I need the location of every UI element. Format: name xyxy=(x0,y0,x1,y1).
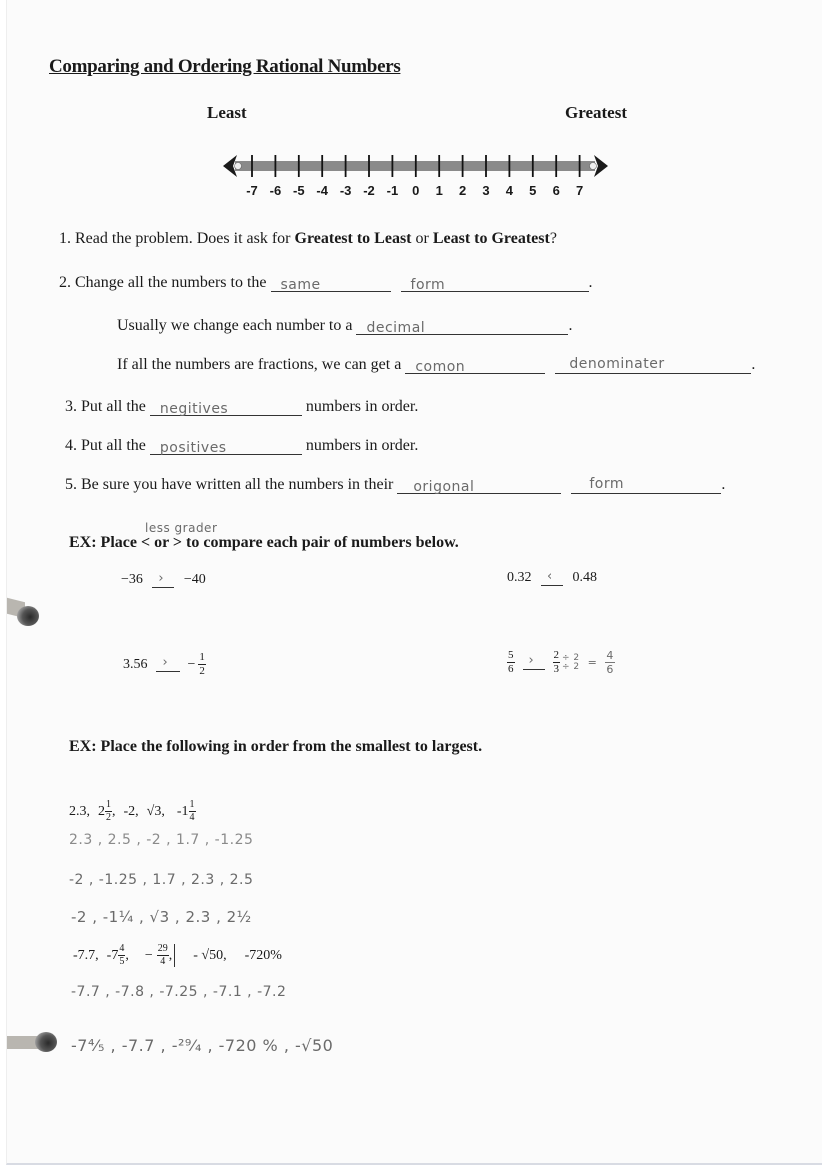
tick-label: 3 xyxy=(482,183,490,198)
tick-label: -6 xyxy=(269,183,282,198)
answer-blank[interactable] xyxy=(150,438,302,455)
step-2: 2. Change all the numbers to the same form . xyxy=(59,274,593,293)
tick-label: -3 xyxy=(339,183,352,198)
step-3: 3. Put all the negitives numbers in order. xyxy=(65,398,419,417)
fraction: $\frac{1}{2}$ xyxy=(199,651,205,677)
handwritten-answer: form xyxy=(410,277,446,293)
handwritten-answer: denominater xyxy=(569,356,665,372)
step-2-sub-2: If all the numbers are fractions, we can get a comon denominater . xyxy=(117,356,756,375)
order-heading: EX: Place the following in order from the smallest to largest. xyxy=(69,738,483,755)
step-1: 1. Read the problem. Does it ask for Greatest to Least or Least to Greatest? xyxy=(59,230,557,247)
tick-label: -7 xyxy=(246,183,258,198)
greatest-label: Greatest xyxy=(565,103,627,122)
handwritten-work: ÷ 2 ÷ 2 xyxy=(562,652,580,672)
handwritten-work-line: -2 , -1.25 , 1.7 , 2.3 , 2.5 xyxy=(69,872,254,888)
tick-label: 6 xyxy=(552,183,560,198)
step-2-sub-1: Usually we change each number to a decimal . xyxy=(117,317,573,336)
mixed-number: 2 $\frac{1}{2}$ , xyxy=(98,799,116,823)
compare-pair-2: 0.32 ‹ 0.48 xyxy=(507,569,597,585)
handwritten-fraction: $\frac{4}{6}$ xyxy=(606,649,614,676)
order-problem-2: -7.7, -7 $\frac{4}{5}$ , − $\frac{29}{4}$ , - √50, -720% xyxy=(73,943,282,967)
handwritten-work-line: 2.3 , 2.5 , -2 , 1.7 , -1.25 xyxy=(69,832,254,848)
tick-label: 2 xyxy=(458,183,467,198)
number-line-graphic xyxy=(223,155,608,185)
compare-blank[interactable]: › xyxy=(156,657,180,672)
tick-label: 0 xyxy=(412,183,420,198)
tick-label: -2 xyxy=(363,183,375,198)
tick-label: 4 xyxy=(505,183,514,198)
tick-label: -1 xyxy=(386,183,399,198)
mixed-number: -1 $\frac{1}{4}$ xyxy=(176,799,195,823)
answer-blank[interactable] xyxy=(271,275,391,292)
order-problem-1: 2.3, 2 $\frac{1}{2}$ , -2, √3, -1 $\frac{1}{4}$ xyxy=(69,799,195,823)
handwritten-answer: same xyxy=(280,277,321,293)
number-line xyxy=(223,155,608,203)
binder-hole-icon xyxy=(17,606,39,626)
least-label: Least xyxy=(207,103,247,122)
fraction: $\frac{2}{3}$ xyxy=(553,649,559,675)
fraction-value: − $\frac{29}{4}$ , xyxy=(145,944,175,967)
compare-pair-3: 3.56 › − $\frac{1}{2}$ xyxy=(123,651,205,677)
compare-blank[interactable]: › xyxy=(523,655,545,670)
handwritten-annotation: less grader xyxy=(145,521,218,535)
tick-label: -4 xyxy=(316,183,328,198)
answer-blank[interactable] xyxy=(401,275,589,292)
answer-blank[interactable] xyxy=(150,399,302,416)
handwritten-work-line: -7.7 , -7.8 , -7.25 , -7.1 , -7.2 xyxy=(71,984,287,1000)
compare-pair-4: $\frac{5}{6}$ › $\frac{2}{3}$ ÷ 2 ÷ 2 = $\frac{4}{6}$ xyxy=(508,649,614,676)
binder-hole-icon xyxy=(35,1032,57,1052)
step-5: 5. Be sure you have written all the numbers in their origonal form . xyxy=(65,476,726,495)
answer-blank[interactable] xyxy=(405,357,545,374)
answer-blank[interactable] xyxy=(397,477,561,494)
handwritten-work-line: -2 , -1¼ , √3 , 2.3 , 2½ xyxy=(71,908,252,926)
tick-label: 7 xyxy=(575,183,584,198)
tick-label: 5 xyxy=(529,183,537,198)
handwritten-answer: form xyxy=(589,476,625,492)
handwritten-answer: decimal xyxy=(366,320,426,336)
tick-label: -5 xyxy=(293,183,305,198)
answer-blank[interactable] xyxy=(555,357,751,374)
handwritten-answer: negitives xyxy=(159,401,229,417)
handwritten-answer: positives xyxy=(159,440,227,456)
compare-pair-1: −36 › −40 xyxy=(121,571,206,587)
mixed-number: -7 $\frac{4}{5}$ , xyxy=(106,943,129,967)
answer-blank[interactable] xyxy=(356,318,568,335)
compare-blank[interactable]: ‹ xyxy=(541,571,563,586)
handwritten-work-line: -7⁴⁄₅ , -7.7 , -²⁹⁄₄ , -720 % , -√50 xyxy=(71,1036,334,1055)
answer-blank[interactable] xyxy=(571,477,721,494)
compare-blank[interactable]: › xyxy=(152,573,174,588)
tick-label: 1 xyxy=(435,183,443,198)
fraction: $\frac{5}{6}$ xyxy=(508,649,514,675)
page-title: Comparing and Ordering Rational Numbers xyxy=(49,56,401,77)
compare-heading: EX: Place < or > to compare each pair of numbers below. xyxy=(69,534,459,551)
worksheet-page xyxy=(6,0,822,1165)
handwritten-answer: origonal xyxy=(413,479,475,495)
handwritten-answer: comon xyxy=(415,359,466,375)
step-4: 4. Put all the positives numbers in order. xyxy=(65,437,419,456)
